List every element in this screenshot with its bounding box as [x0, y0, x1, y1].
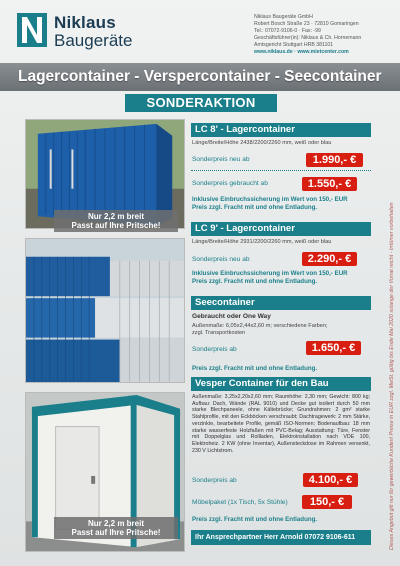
- vesper-heading: Vesper Container für den Bau: [191, 377, 371, 391]
- contact-line: Amtsgericht Stuttgart HRB 381101: [254, 42, 334, 48]
- contact-block: [254, 14, 394, 56]
- see-line: Außenmaße: 6,05x2,44x2,60 m; verschiedene Farben;: [192, 323, 328, 329]
- promo-badge: SONDERAKTION: [125, 94, 277, 112]
- container-stack-photo: [25, 238, 185, 383]
- photo-caption: [54, 517, 178, 539]
- note-line: Preis zzgl. Fracht mit und ohne Entladung.: [192, 203, 318, 211]
- price-label: Sonderpreis ab: [192, 477, 237, 484]
- contact-line: Geschäftsführer(in): Niklaus & Ch. Hornemann: [254, 35, 362, 41]
- price-label: Sonderpreis gebraucht ab: [192, 180, 268, 187]
- disclaimer-text: Dieses Angebot gilt nur für gewerbliche Kunden! Preise in EUR zzgl. MwSt. gültig bis Ende Mai 2020 solange der Vorrat reicht - Irrtümer vorbehalten: [389, 202, 395, 550]
- vesper-price: 4.100,- €: [303, 473, 358, 487]
- lc9-new-price: 2.290,- €: [302, 252, 357, 266]
- caption-line: Nur 2,2 m breit: [87, 212, 144, 221]
- lc8-new-price: 1.990,- €: [306, 153, 363, 167]
- logo-icon: [17, 13, 47, 47]
- page-title: Lagercontainer - Verspercontainer - Seecontainer: [18, 68, 382, 85]
- contact-line: Tel.: 07072-9106-0 · Fax: -99: [254, 28, 321, 34]
- note-line: Preis zzgl. Fracht mit und ohne Entladung.: [192, 277, 318, 285]
- caption-line: Passt auf Ihre Pritsche!: [71, 528, 161, 537]
- lc9-note: [192, 270, 370, 285]
- see-line: zzgl. Transportkosten: [192, 330, 246, 336]
- contact-line: Robert Bosch Straße 23 · 72810 Gomaringen: [254, 21, 359, 27]
- see-note: Preis zzgl. Fracht mit und ohne Entladung.: [192, 365, 318, 372]
- lc8-used-price: 1.550,- €: [302, 177, 357, 191]
- price-label: Sonderpreis ab: [192, 346, 237, 353]
- see-price: 1.650,- €: [306, 341, 361, 355]
- price-label: Sonderpreis neu ab: [192, 156, 250, 163]
- lc8-dims: Länge/Breite/Höhe 2438/2200/2260 mm, weiß oder blau: [192, 140, 332, 146]
- lc9-dims: Länge/Breite/Höhe 2931/2200/2260 mm, weiß oder blau: [192, 239, 332, 245]
- caption-line: Passt auf Ihre Pritsche!: [71, 221, 161, 230]
- note-line: Inklusive Einbruchssicherung im Wert von 150,- EUR: [192, 196, 348, 203]
- furniture-price: 150,- €: [302, 495, 352, 509]
- see-subtitle: Gebraucht oder One Way: [192, 313, 271, 320]
- divider: [191, 170, 371, 171]
- lc8-heading: LC 8' - Lagercontainer: [191, 123, 371, 137]
- contact-footer: Ihr Ansprechpartner Herr Arnold 07072 9106-611: [191, 530, 371, 545]
- price-label: Sonderpreis neu ab: [192, 256, 250, 263]
- vesper-note: Preis zzgl. Fracht mit und ohne Entladung.: [192, 516, 318, 523]
- see-heading: Seecontainer: [191, 296, 371, 310]
- lc9-heading: LC 9' - Lagercontainer: [191, 222, 371, 236]
- price-label: Möbelpaket (1x Tisch, 5x Stühle): [192, 499, 288, 506]
- vesper-description: Außenmaße: 3,25x2,20x2,60 mm; Raumhöhe: 2,30 mm; Gewicht: 800 kg; Aufbau: Dach, Wände (RAL 9010) und Decke gut isoliert durch 50 mm starke Blechpaneele, ohne Kältebrücke; Grundrahmen: 2 gm² starke Stahlprofile, mit den Eckböcken verschraubt; Dachtragewerk: 2 mm Stärke, verzinkte, bearbeitete Profile, gemäß ISO-Normen; Bodenaufbau: 18 mm starke wasserfeste Holzfaßen mit PVC-Belag; Ausstattung: Türe, Fenster mit Doppelglas und Rollladen, Elektroinstallation nach VDE 100, Elektroheiz. 2 KW (ohne Inventar), Außensteckdose im Rahmen versenkt, 230 V Lichtstrom.: [192, 394, 370, 454]
- caption-line: Nur 2,2 m breit: [87, 519, 144, 528]
- note-line: Inklusive Einbruchssicherung im Wert von 150,- EUR: [192, 270, 348, 277]
- lc8-note: [192, 196, 370, 211]
- website-link[interactable]: www.niklaus.de · www.mietcenter.com: [254, 49, 349, 55]
- contact-line: Niklaus Baugeräte GmbH: [254, 14, 313, 20]
- vertical-disclaimer: [381, 140, 395, 560]
- brand-name: Niklaus: [54, 13, 116, 32]
- brand-subname: Baugeräte: [54, 31, 133, 50]
- photo-caption: [54, 210, 178, 232]
